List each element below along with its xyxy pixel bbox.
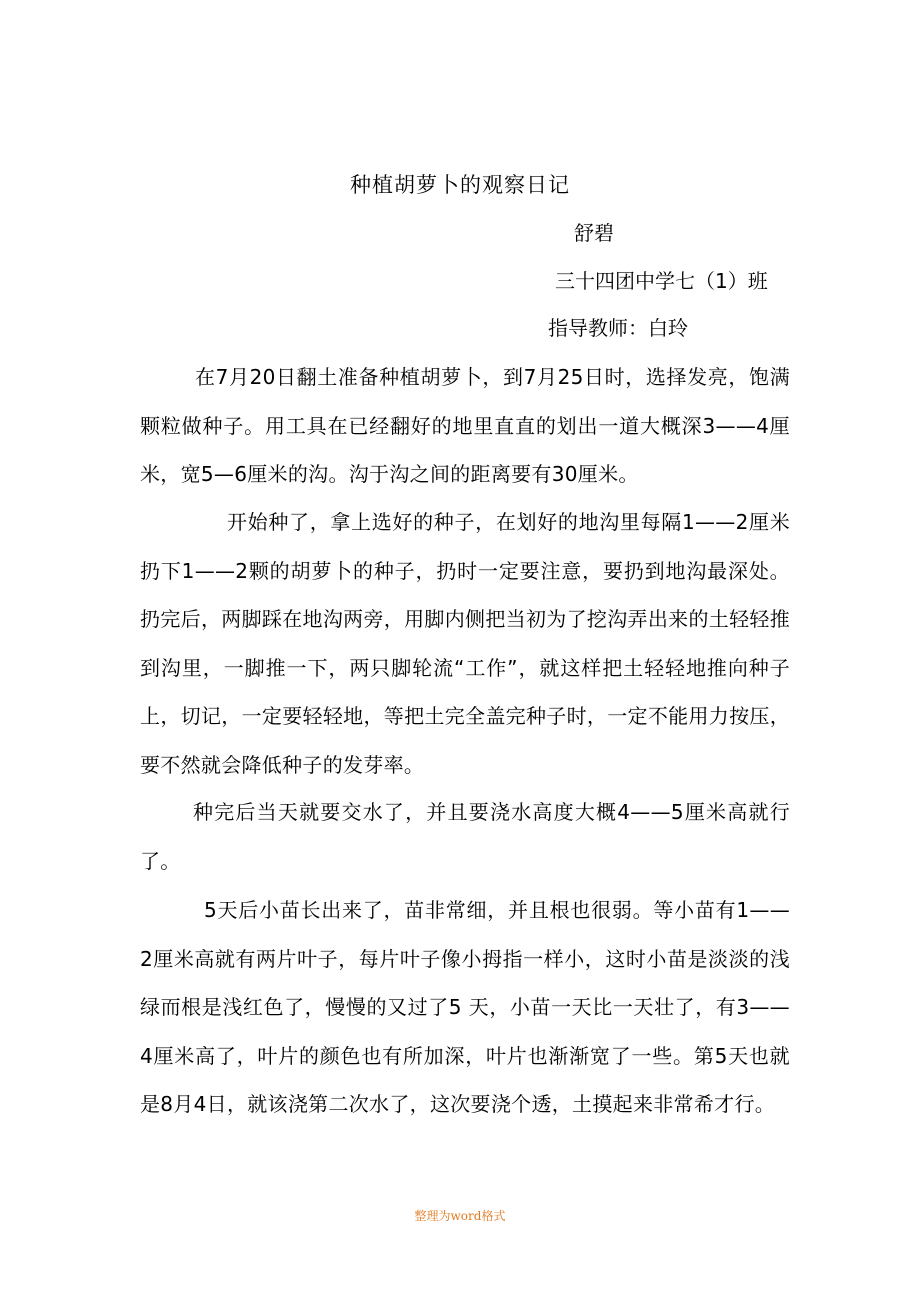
paragraph-3: 种完后当天就要交水了，并且要浇水高度大概4——5厘米高就行了。 xyxy=(140,800,790,873)
paragraph-2: 开始种了，拿上选好的种子，在划好的地沟里每隔1——2厘米扔下1——2颗的胡萝卜的种子，扔时一定要注意，要扔到地沟最深处。扔完后，两脚踩在地沟两旁，用脚内侧把当初为了挖沟弄出来的土轻轻推到沟里，一脚推一下，两只脚轮流“工作”，就这样把土轻轻地推向种子上，切记，一定要轻轻地，等把土完全盖完种子时，一定不能用力按压，要不然就会降低种子的发芽率。 xyxy=(140,510,790,777)
advisor-teacher: 指导教师：白玲 xyxy=(548,316,688,340)
footer-note: 整理为word格式 xyxy=(414,1209,506,1223)
document-title: 种植胡萝卜的观察日记 xyxy=(350,173,570,197)
author-name: 舒碧 xyxy=(574,221,614,245)
paragraph-4: 5天后小苗长出来了，苗非常细，并且根也很弱。等小苗有1——2厘米高就有两片叶子，每片叶子像小拇指一样小，这时小苗是淡淡的浅绿而根是浅红色了，慢慢的又过了5 天，小苗一天比一天壮了，有3——4厘米高了，叶片的颜色也有所加深，叶片也渐渐宽了一些。第5天也就是8月4日，就该浇第二次水了，这次要浇个透，土摸起来非常希才行。 xyxy=(140,898,790,1116)
school-class: 三十四团中学七（1）班 xyxy=(555,269,768,293)
paragraph-1: 在7月20日翻土准备种植胡萝卜，到7月25日时，选择发亮，饱满颗粒做种子。用工具在已经翻好的地里直直的划出一道大概深3——4厘米，宽5—6厘米的沟。沟于沟之间的距离要有30厘米。 xyxy=(140,365,790,486)
